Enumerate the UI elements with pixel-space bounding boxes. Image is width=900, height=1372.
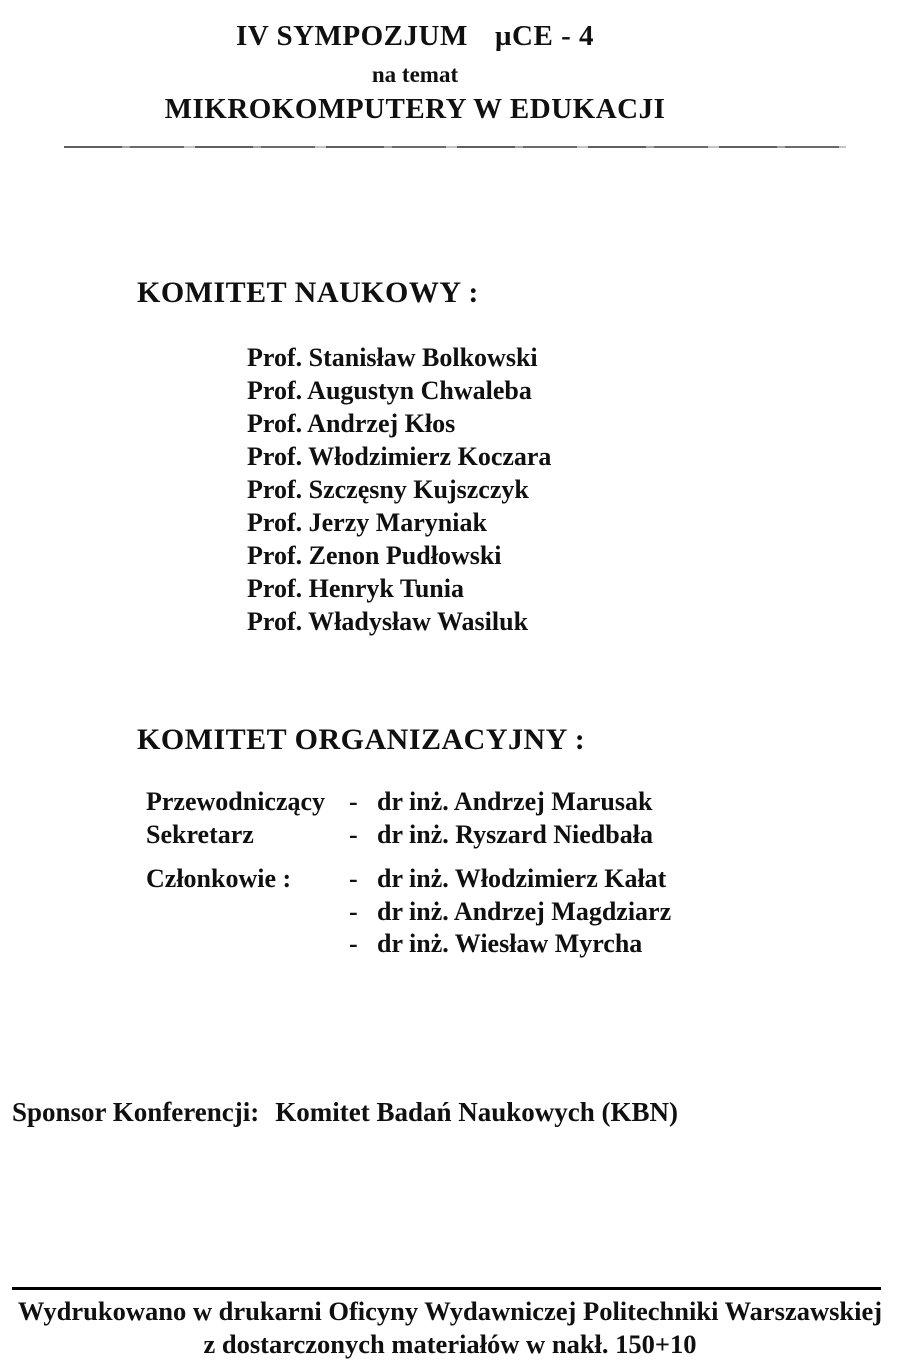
sponsor-value: Komitet Badań Naukowych (KBN): [275, 1097, 679, 1127]
org-committee-row: [146, 863, 746, 896]
list-item: Prof. Stanisław Bolkowski: [247, 343, 538, 372]
symposium-title-right: µCE - 4: [494, 20, 594, 52]
list-item: Prof. Władysław Wasiluk: [247, 607, 529, 636]
sponsor-label: Sponsor Konferencji:: [12, 1097, 260, 1127]
imprint-line-2: z dostarczonych materiałów w nakł. 150+10: [203, 1329, 697, 1359]
list-item: Prof. Jerzy Maryniak: [247, 508, 487, 537]
dash-separator: -: [349, 819, 358, 849]
org-committee-row: [146, 896, 746, 929]
dash-separator: -: [349, 864, 358, 893]
org-role-label: Sekretarz: [146, 819, 254, 849]
org-role-label: [146, 928, 349, 961]
org-member-name: dr inż. Andrzej Magdziarz: [377, 896, 672, 926]
org-committee-row: [146, 786, 746, 819]
org-member-name: dr inż. Wiesław Myrcha: [377, 929, 643, 958]
org-member-name: dr inż. Andrzej Marusak: [377, 787, 653, 816]
scientific-committee-list: [247, 341, 551, 638]
list-item: Prof. Augustyn Chwaleba: [247, 376, 532, 405]
organizing-committee-heading: KOMITET ORGANIZACYJNY :: [137, 723, 586, 756]
scientific-committee-heading: KOMITET NAUKOWY :: [137, 276, 479, 309]
list-item: Prof. Zenon Pudłowski: [247, 541, 502, 570]
org-committee-row: [146, 819, 746, 852]
symposium-title-left: IV SYMPOZJUM: [236, 20, 468, 52]
org-role-label: Członkowie :: [146, 864, 292, 893]
symposium-title: [0, 22, 830, 51]
imprint-line-1: Wydrukowano w drukarni Oficyny Wydawniczej Politechniki Warszawskiej: [17, 1296, 883, 1326]
symposium-subtitle: na temat: [371, 62, 459, 87]
header-divider-rule: [64, 146, 846, 148]
list-item: Prof. Andrzej Kłos: [247, 409, 456, 438]
symposium-topic: MIKROKOMPUTERY W EDUKACJI: [164, 93, 666, 125]
org-role-label: [146, 896, 349, 929]
dash-separator: -: [349, 787, 358, 816]
dash-separator: -: [349, 929, 358, 958]
list-item: Prof. Szczęsny Kujszczyk: [247, 475, 529, 504]
document-header: [0, 22, 830, 124]
organizing-committee-list: [146, 786, 746, 961]
org-committee-row: [146, 928, 746, 961]
org-member-name: dr inż. Włodzimierz Kałat: [377, 864, 667, 893]
list-item: Prof. Henryk Tunia: [247, 574, 464, 603]
dash-separator: -: [349, 896, 358, 926]
list-item: Prof. Włodzimierz Koczara: [247, 442, 552, 471]
org-member-name: dr inż. Ryszard Niedbała: [377, 819, 653, 849]
footer-divider-rule: [12, 1287, 881, 1290]
org-role-label: Przewodniczący: [146, 787, 326, 816]
sponsor-line: [12, 1097, 678, 1128]
